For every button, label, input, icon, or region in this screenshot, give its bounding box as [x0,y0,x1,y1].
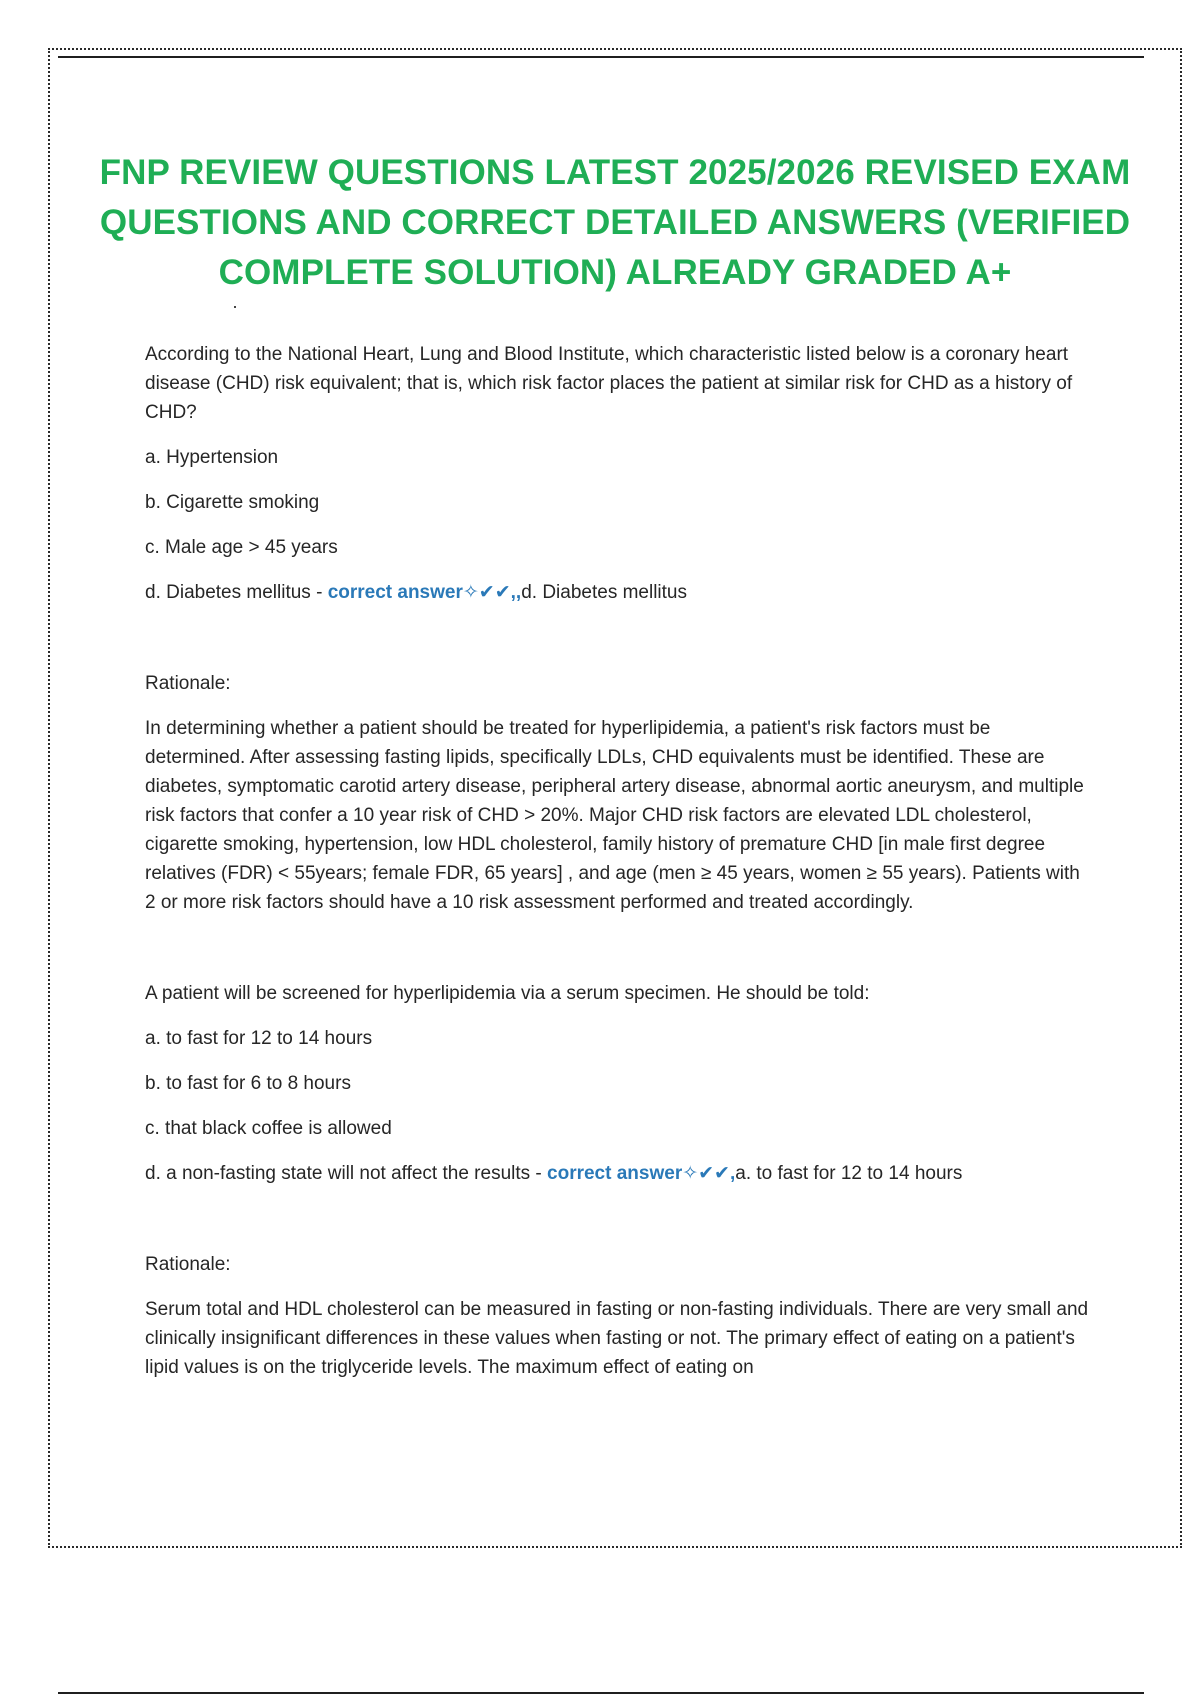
stray-dot [234,306,236,308]
question-1-option-c: c. Male age > 45 years [145,537,338,558]
question-2-option-b: b. to fast for 6 to 8 hours [145,1073,351,1094]
question-2-rationale-label: Rationale: [145,1254,231,1275]
question-1-rationale-text: In determining whether a patient should be treated for hyperlipidemia, a patient's risk factors must be determined. After assessing fasting lipids, specifically LDLs, CHD equivalents must be identified. These are diabetes, symptomatic carotid artery disease, peripheral artery disease, abnormal aortic aneurysm, and multiple risk factors that confer a 10 year risk of CHD > 20%. Major CHD risk factors are elevated LDL cholesterol, cigarette smoking, hypertension, low HDL cholesterol, family history of premature CHD [in male first degree relatives (FDR) < 55years; female FDR, 65 years] , and age (men ≥ 45 years, women ≥ 55 years). Patients with 2 or more risk factors should have a 10 risk assessment performed and treated accordingly. [145,718,1084,913]
question-2-option-a: a. to fast for 12 to 14 hours [145,1028,373,1049]
question-2-option-d: d. a non-fasting state will not affect the results - [145,1163,548,1184]
question-2-stem: A patient will be screened for hyperlipidemia via a serum specimen. He should be told: [145,983,870,1004]
question-1-rationale-label: Rationale: [145,673,231,694]
question-2-option-c: c. that black coffee is allowed [145,1118,392,1139]
question-1-option-b: b. Cigarette smoking [145,492,320,513]
question-1-answer-text: d. Diabetes mellitus [521,582,687,603]
top-divider [58,56,1144,58]
question-1-correct-answer-label: correct answer [327,582,463,603]
question-1-stem: According to the National Heart, Lung and Blood Institute, which characteristic listed below is a coronary heart disease (CHD) risk equivalent; that is, which risk factor places the patient at similar risk for CHD as a history of CHD? [145,344,1073,423]
check-marks-icon: ✧✔✔,, [462,582,522,603]
question-2-answer-text: a. to fast for 12 to 14 hours [735,1163,963,1184]
question-1-option-a: a. Hypertension [145,447,279,468]
question-1-answer-line [145,578,1095,607]
check-marks-icon: ✧✔✔, [682,1163,736,1184]
document-body [145,340,1095,1444]
bottom-divider [58,1692,1144,1694]
question-2-rationale-text: Serum total and HDL cholesterol can be measured in fasting or non-fasting individuals. There are very small and clinically insignificant differences in these values when fasting or not. The primary effect of eating on a patient's lipid values is on the triglyceride levels. The maximum effect of eating on [145,1299,1089,1378]
document-title: FNP REVIEW QUESTIONS LATEST 2025/2026 REVISED EXAM QUESTIONS AND CORRECT DETAILED ANSWERS (VERIFIED COMPLETE SOLUTION) ALREADY GRADED A+ [99,153,1131,292]
question-1-option-d: d. Diabetes mellitus - [145,582,328,603]
question-2-answer-line [145,1159,1095,1188]
question-2-correct-answer-label: correct answer [547,1163,683,1184]
